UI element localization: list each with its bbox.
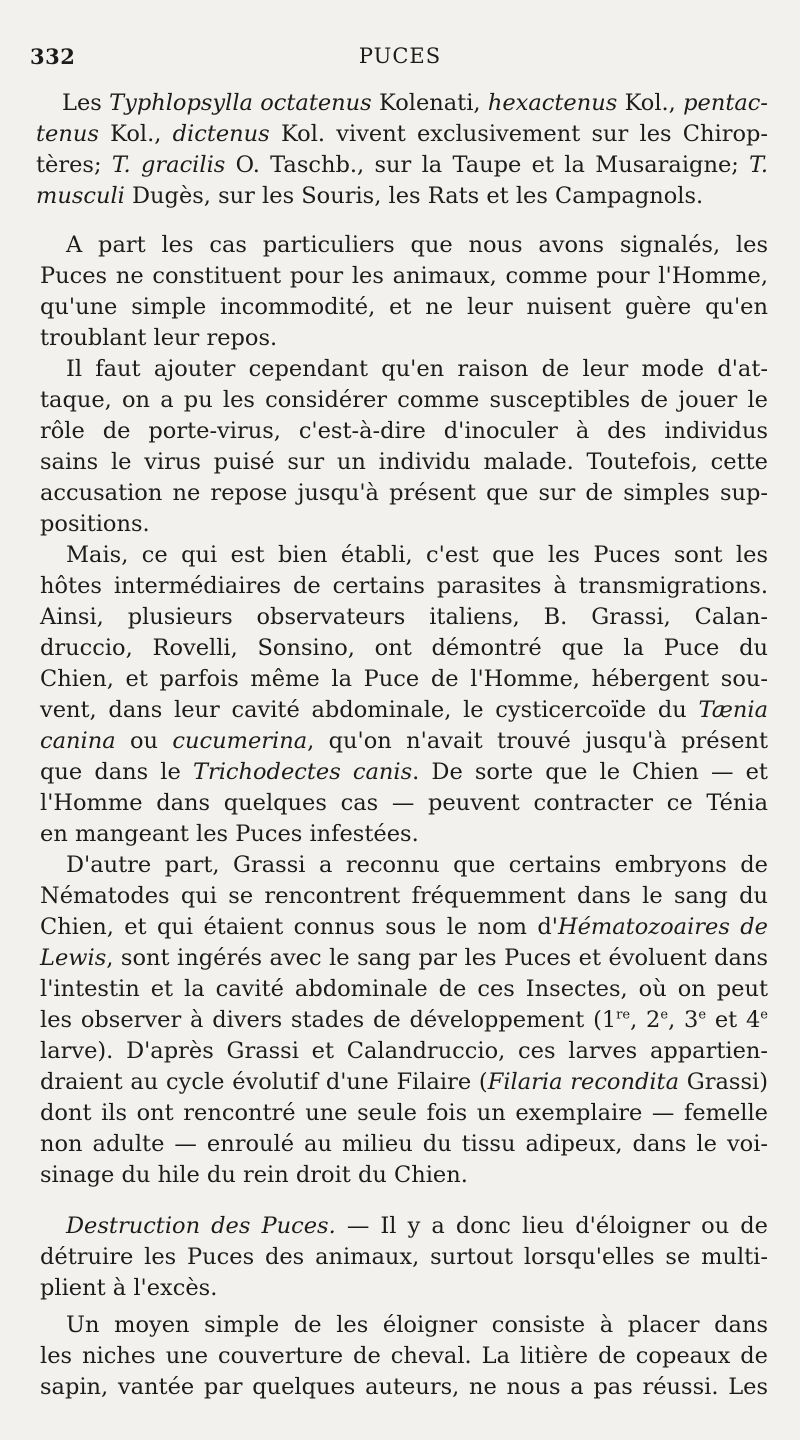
paragraph-destruction	[40, 1211, 768, 1304]
text-line: canina ou cucumerina, qu'on n'avait trouvé jusqu'à présent	[40, 728, 768, 754]
text-line: Ainsi, plusieurs observateurs italiens, B. Grassi, Calan-	[40, 604, 768, 630]
text-line: draient au cycle évolutif d'une Filaire (Filaria recondita Grassi)	[40, 1069, 768, 1095]
text-line: A part les cas particuliers que nous avons signalés, les	[66, 232, 768, 258]
text-line: vent, dans leur cavité abdominale, le cysticercoïde du Tænia	[40, 697, 768, 723]
text-line: sains le virus puisé sur un individu malade. Toutefois, cette	[40, 449, 768, 475]
paragraph-couverture	[40, 1310, 768, 1403]
text-line: troublant leur repos.	[40, 325, 278, 351]
paragraph-incommodite	[40, 230, 768, 354]
text-line: musculi Dugès, sur les Souris, les Rats et les Campagnols.	[36, 183, 704, 209]
text-line: non adulte — enroulé au milieu du tissu adipeux, dans le voi-	[40, 1131, 768, 1157]
text-line: les niches une couverture de cheval. La litière de copeaux de	[40, 1343, 768, 1369]
text-line: sapin, vantée par quelques auteurs, ne nous a pas réussi. Les	[40, 1374, 768, 1400]
body-text	[36, 88, 768, 1403]
text-line: l'intestin et la cavité abdominale de ces Insectes, où on peut	[40, 976, 768, 1002]
text-line: tères; T. gracilis O. Taschb., sur la Taupe et la Musaraigne; T.	[36, 152, 768, 178]
paragraph-hotes	[40, 540, 768, 850]
text-line: qu'une simple incommodité, et ne leur nuisent guère qu'en	[40, 294, 768, 320]
paragraph-porte-virus	[40, 354, 768, 540]
text-line: Chien, et qui étaient connus sous le nom d'Hématozoaires de	[40, 914, 768, 940]
text-line: sinage du hile du rein droit du Chien.	[40, 1162, 468, 1188]
text-line: D'autre part, Grassi a reconnu que certains embryons de	[66, 852, 768, 878]
text-line: l'Homme dans quelques cas — peuvent contracter ce Ténia	[40, 790, 768, 816]
text-line: que dans le Trichodectes canis. De sorte que le Chien — et	[40, 759, 768, 785]
text-line: en mangeant les Puces infestées.	[40, 821, 419, 847]
text-line: Chien, et parfois même la Puce de l'Homme, hébergent sou-	[40, 666, 768, 692]
text-line: druccio, Rovelli, Sonsino, ont démontré que la Puce du	[40, 635, 768, 661]
section-heading: Destruction des Puces.	[66, 1213, 336, 1239]
text-line: Les Typhlopsylla octatenus Kolenati, hexactenus Kol., pentac-	[62, 90, 768, 116]
text-line: dont ils ont rencontré une seule fois un exemplaire — femelle	[40, 1100, 768, 1126]
paragraph-nematodes	[40, 850, 768, 1191]
text-line: les observer à divers stades de développement (1re, 2e, 3e et 4e	[40, 1007, 768, 1033]
page-number: 332	[30, 44, 76, 69]
page-header	[30, 44, 770, 76]
text-line: accusation ne repose jusqu'à présent que sur de simples sup-	[40, 480, 768, 506]
text-line: Destruction des Puces. — Il y a donc lieu d'éloigner ou de	[66, 1213, 768, 1239]
text-line: larve). D'après Grassi et Calandruccio, ces larves appartien-	[40, 1038, 768, 1064]
text-line: taque, on a pu les considérer comme susceptibles de jouer le	[40, 387, 768, 413]
text-line: Puces ne constituent pour les animaux, comme pour l'Homme,	[40, 263, 768, 289]
paragraph-species	[36, 88, 768, 212]
text-line: plient à l'excès.	[40, 1275, 218, 1301]
text-line: détruire les Puces des animaux, surtout lorsqu'elles se multi-	[40, 1244, 768, 1270]
text-line: Un moyen simple de les éloigner consiste à placer dans	[66, 1312, 768, 1338]
text-line: Il faut ajouter cependant qu'en raison de leur mode d'at-	[66, 356, 768, 382]
running-title: PUCES	[358, 44, 442, 68]
text-line: hôtes intermédiaires de certains parasites à transmigrations.	[40, 573, 768, 599]
text-line: Nématodes qui se rencontrent fréquemment dans le sang du	[40, 883, 768, 909]
text-line: tenus Kol., dictenus Kol. vivent exclusivement sur les Chirop-	[36, 121, 768, 147]
text-line: positions.	[40, 511, 150, 537]
text-line: Lewis, sont ingérés avec le sang par les Puces et évoluent dans	[40, 945, 768, 971]
text-line: rôle de porte-virus, c'est-à-dire d'inoculer à des individus	[40, 418, 768, 444]
text-line: Mais, ce qui est bien établi, c'est que les Puces sont les	[66, 542, 768, 568]
